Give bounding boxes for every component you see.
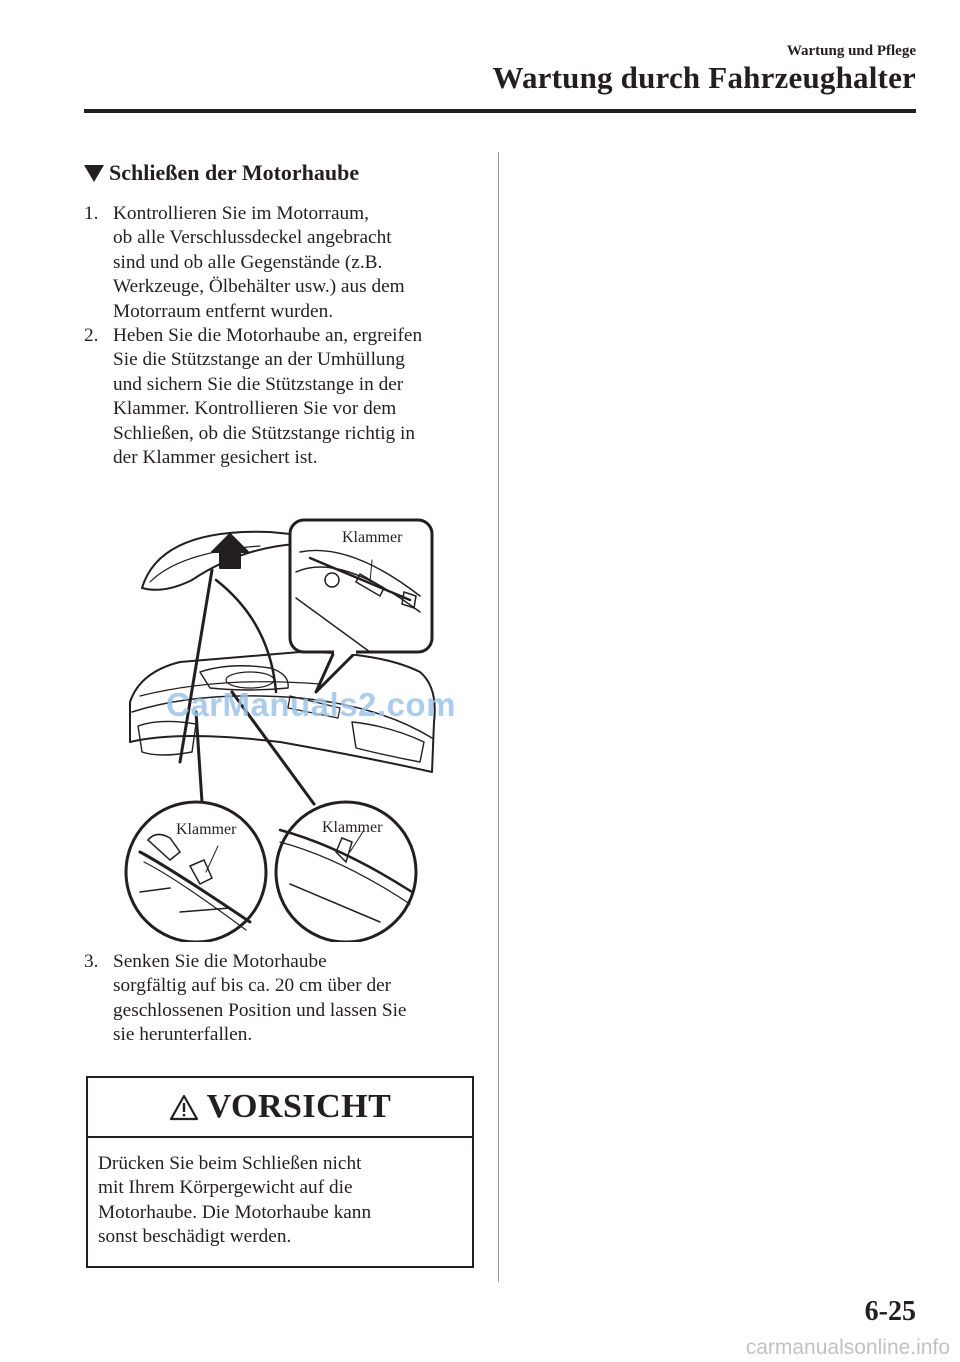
step-line: Schließen, ob die Stützstange richtig in bbox=[113, 422, 416, 444]
steps-list-top bbox=[84, 202, 484, 470]
caution-title: VORSICHT bbox=[206, 1088, 392, 1125]
step-number: 1. bbox=[84, 203, 99, 224]
step-line: Klammer. Kontrollieren Sie vor dem bbox=[113, 398, 397, 420]
hood-support-illustration bbox=[120, 512, 440, 942]
list-item-step-1 bbox=[84, 202, 484, 324]
step-number: 3. bbox=[84, 951, 99, 972]
caution-text bbox=[88, 1138, 472, 1250]
caution-line: sonst beschädigt werden. bbox=[98, 1226, 292, 1248]
illustration-svg bbox=[120, 512, 440, 942]
callout-label-bottom-left: Klammer bbox=[176, 821, 237, 838]
step-line: Sie die Stützstange an der Umhüllung bbox=[113, 349, 405, 371]
warning-triangle-icon bbox=[169, 1094, 199, 1121]
callout-label-bottom-right: Klammer bbox=[322, 819, 383, 836]
step-line: sind und ob alle Gegenstände (z.B. bbox=[113, 251, 383, 273]
triangle-down-icon bbox=[84, 165, 104, 182]
step-line: Kontrollieren Sie im Motorraum, bbox=[113, 203, 369, 224]
step-line: ob alle Verschlussdeckel angebracht bbox=[113, 227, 392, 249]
list-item-step-3 bbox=[84, 950, 484, 1048]
page-number: 6-25 bbox=[864, 1296, 916, 1327]
step-line: und sichern Sie die Stützstange in der bbox=[113, 373, 404, 395]
caution-line: Drücken Sie beim Schließen nicht bbox=[98, 1153, 362, 1174]
step-number: 2. bbox=[84, 325, 99, 347]
step-line: Senken Sie die Motorhaube bbox=[113, 951, 327, 972]
footer-watermark: carmanualsonline.info bbox=[745, 1336, 950, 1359]
step-text bbox=[113, 202, 405, 324]
column-divider bbox=[498, 152, 499, 1282]
callout-label-top: Klammer bbox=[342, 529, 403, 546]
caution-box bbox=[86, 1076, 474, 1268]
section-heading bbox=[84, 160, 359, 186]
step-line: der Klammer gesichert ist. bbox=[113, 447, 318, 469]
watermark-logo: CarManuals2.com bbox=[166, 686, 456, 723]
step-text bbox=[113, 950, 406, 1048]
section-heading-text: Schließen der Motorhaube bbox=[109, 160, 360, 185]
step-line: sie herunterfallen. bbox=[113, 1024, 253, 1046]
step-line: geschlossenen Position und lassen Sie bbox=[113, 999, 407, 1021]
step-line: Heben Sie die Motorhaube an, ergreifen bbox=[113, 325, 423, 347]
caution-line: Motorhaube. Die Motorhaube kann bbox=[98, 1201, 372, 1223]
caution-line: mit Ihrem Körpergewicht auf die bbox=[98, 1177, 353, 1199]
header-section-label: Wartung und Pflege bbox=[786, 43, 916, 59]
page-title: Wartung durch Fahrzeughalter bbox=[492, 60, 916, 95]
step-line: Werkzeuge, Ölbehälter usw.) aus dem bbox=[113, 276, 405, 298]
caution-header bbox=[88, 1078, 472, 1138]
step-line: sorgfältig auf bis ca. 20 cm über der bbox=[113, 975, 392, 997]
steps-list-bottom bbox=[84, 950, 484, 1048]
step-line: Motorraum entfernt wurden. bbox=[113, 300, 334, 322]
step-text bbox=[113, 324, 422, 470]
header-rule bbox=[84, 109, 916, 113]
list-item-step-2 bbox=[84, 324, 484, 470]
